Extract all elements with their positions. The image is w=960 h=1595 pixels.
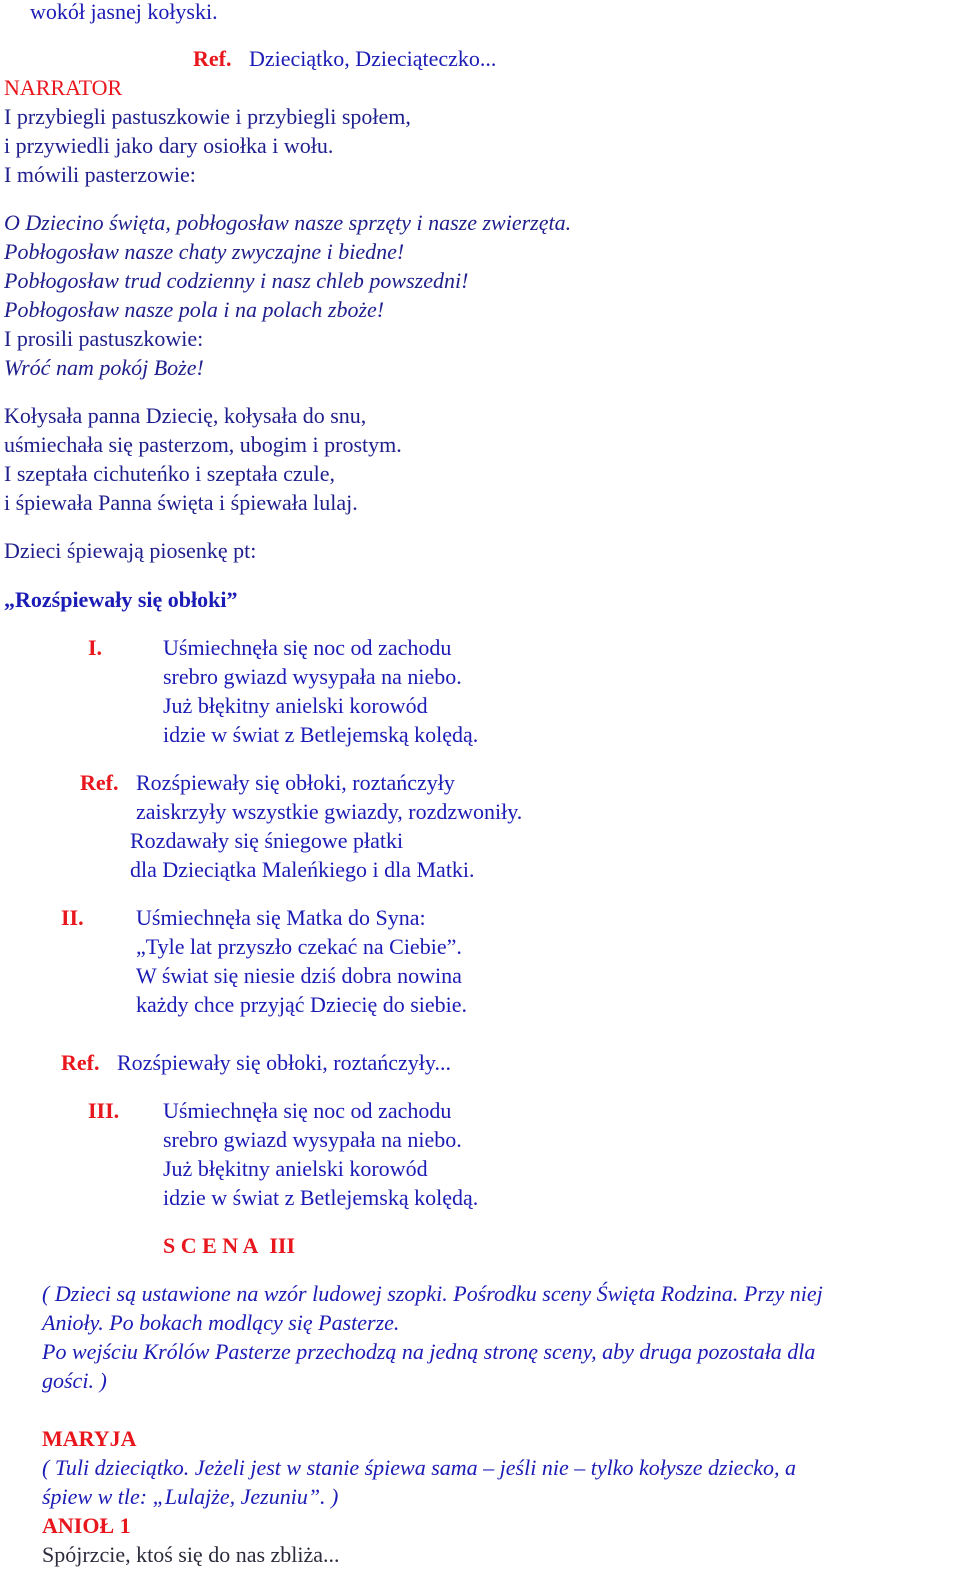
narration-line: I mówili pasterzowie: [4,162,196,187]
refrain-label: Ref. [193,46,232,71]
narration-line: uśmiechała się pasterzom, ubogim i prostym. [4,432,402,457]
prayer-line: Pobłogosław trud codzienny i nasz chleb powszedni! [4,268,469,293]
refrain-label: Ref. [80,770,119,795]
stage-direction: ( Tuli dzieciątko. Jeżeli jest w stanie śpiewa sama – jeśli nie – tylko kołysze dziecko, a [42,1455,796,1480]
prayer-line: Wróć nam pokój Boże! [4,355,204,380]
narration-line: i przywiedli jako dary osiołka i wołu. [4,133,334,158]
verse-line: srebro gwiazd wysypała na niebo. [163,664,462,689]
refrain-line: Rozśpiewały się obłoki, roztańczyły... [117,1050,451,1075]
narration-line: i śpiewała Panna święta i śpiewała lulaj. [4,490,358,515]
verse-number: III. [88,1098,120,1123]
verse-line: Uśmiechnęła się noc od zachodu [163,635,452,660]
verse-line: idzie w świat z Betlejemską kolędą. [163,1185,479,1210]
narration-line: Kołysała panna Dziecię, kołysała do snu, [4,403,367,428]
stage-direction: śpiew w tle: „Lulajże, Jezuniu”. ) [42,1484,339,1509]
song-title: „Rozśpiewały się obłoki” [4,587,238,612]
narration-line: I prosili pastuszkowie: [4,326,204,351]
refrain-line: Rozśpiewały się obłoki, roztańczyły [136,770,455,795]
verse-number: I. [88,635,103,660]
verse-line: Już błękitny anielski korowód [163,1156,428,1181]
refrain-line: dla Dzieciątka Maleńkiego i dla Matki. [130,857,475,882]
verse-number: II. [61,905,84,930]
verse-line: każdy chce przyjąć Dziecię do siebie. [136,992,468,1017]
prayer-line: Pobłogosław nasze chaty zwyczajne i biedne! [4,239,405,264]
verse-line: Uśmiechnęła się noc od zachodu [163,1098,452,1123]
verse-line: „Tyle lat przyszło czekać na Ciebie”. [136,934,462,959]
speaker-narrator: NARRATOR [4,75,123,100]
verse-line: Już błękitny anielski korowód [163,693,428,718]
dialogue-line: Spójrzcie, ktoś się do nas zbliża... [42,1542,340,1567]
stage-direction: gości. ) [42,1368,107,1393]
scene-title [163,1231,295,1260]
stage-direction: ( Dzieci są ustawione na wzór ludowej szopki. Pośrodku sceny Święta Rodzina. Przy niej [42,1281,823,1306]
verse-line: W świat się niesie dziś dobra nowina [136,963,462,988]
verse-line: wokół jasnej kołyski. [30,0,218,24]
verse-line: Uśmiechnęła się Matka do Syna: [136,905,426,930]
refrain-text: Dzieciątko, Dzieciąteczko... [249,46,497,71]
refrain-label: Ref. [61,1050,100,1075]
narration-line: Dzieci śpiewają piosenkę pt: [4,538,257,563]
verse-line: idzie w świat z Betlejemską kolędą. [163,722,479,747]
speaker-aniol: ANIOŁ 1 [42,1513,131,1538]
scene-title-number: III [269,1233,296,1258]
narration-line: I szeptała cichuteńko i szeptała czule, [4,461,336,486]
verse-line: srebro gwiazd wysypała na niebo. [163,1127,462,1152]
stage-direction: Po wejściu Królów Pasterze przechodzą na jedną stronę sceny, aby druga pozostała dla [42,1339,816,1364]
prayer-line: O Dziecino święta, pobłogosław nasze sprzęty i nasze zwierzęta. [4,210,572,235]
speaker-maryja: MARYJA [42,1426,137,1451]
refrain-line: Rozdawały się śniegowe płatki [130,828,404,853]
prayer-line: Pobłogosław nasze pola i na polach zboże! [4,297,385,322]
refrain-line: zaiskrzyły wszystkie gwiazdy, rozdzwoniły. [136,799,523,824]
scene-title-letters: S C E N A [163,1233,259,1258]
stage-direction: Anioły. Po bokach modlący się Pasterze. [42,1310,400,1335]
narration-line: I przybiegli pastuszkowie i przybiegli społem, [4,104,411,129]
